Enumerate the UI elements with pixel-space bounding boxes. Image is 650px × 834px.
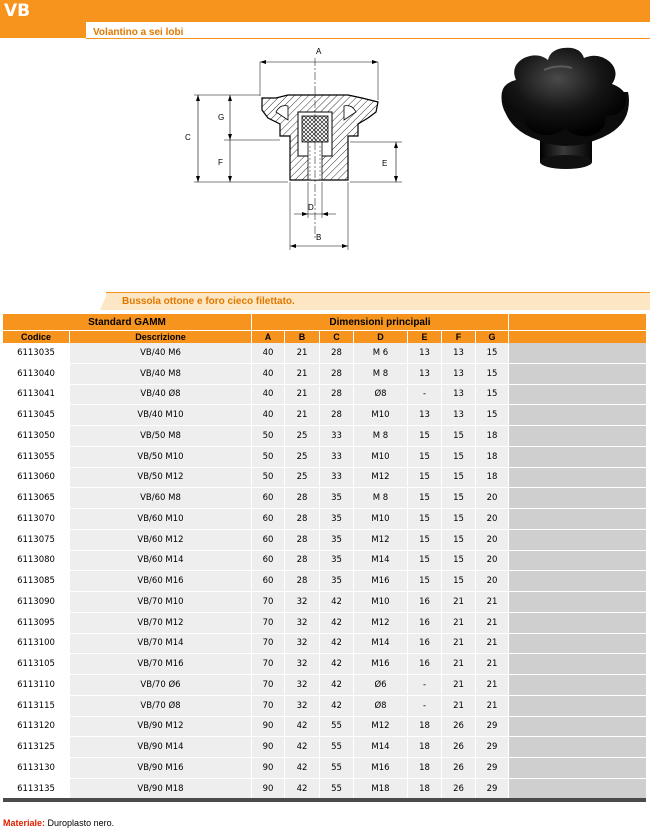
- cell-d: M10: [354, 509, 408, 530]
- cell-b: 21: [285, 343, 320, 364]
- cell-code: 6113045: [3, 405, 70, 426]
- cell-code: 6113060: [3, 468, 70, 489]
- table-row: [3, 571, 646, 592]
- cell-g: 15: [476, 385, 509, 406]
- cell-f: 13: [442, 343, 476, 364]
- dim-label-g: G: [218, 113, 225, 122]
- cell-d: M 8: [354, 488, 408, 509]
- cell-c: 42: [320, 654, 354, 675]
- cell-code: 6113055: [3, 447, 70, 468]
- cell-b: 28: [285, 571, 320, 592]
- material-note: [3, 818, 114, 828]
- cell-b: 28: [285, 509, 320, 530]
- cell-code: 6113085: [3, 571, 70, 592]
- cell-g: 29: [476, 717, 509, 738]
- cell-code: 6113080: [3, 551, 70, 572]
- cell-f: 15: [442, 551, 476, 572]
- cell-d: M18: [354, 779, 408, 800]
- cell-g: 21: [476, 634, 509, 655]
- cell-desc: VB/70 M16: [70, 654, 252, 675]
- cell-c: 35: [320, 551, 354, 572]
- cell-f: 21: [442, 634, 476, 655]
- cell-f: 13: [442, 385, 476, 406]
- cell-extra: [509, 779, 646, 800]
- header-underline: [86, 38, 650, 39]
- table-group-header: [3, 314, 646, 330]
- cell-desc: VB/70 M14: [70, 634, 252, 655]
- cell-b: 21: [285, 364, 320, 385]
- cell-g: 18: [476, 468, 509, 489]
- cell-extra: [509, 343, 646, 364]
- cell-c: 35: [320, 488, 354, 509]
- cell-c: 42: [320, 696, 354, 717]
- cell-desc: VB/90 M14: [70, 737, 252, 758]
- cell-c: 33: [320, 468, 354, 489]
- cell-extra: [509, 364, 646, 385]
- table-row: [3, 717, 646, 738]
- cell-code: 6113041: [3, 385, 70, 406]
- cell-code: 6113100: [3, 634, 70, 655]
- cell-code: 6113065: [3, 488, 70, 509]
- cell-a: 50: [252, 426, 285, 447]
- cell-a: 90: [252, 779, 285, 800]
- col-d: D: [354, 331, 408, 343]
- table-row: [3, 551, 646, 572]
- cell-extra: [509, 447, 646, 468]
- header-bar: [0, 0, 650, 22]
- cell-e: 15: [408, 551, 442, 572]
- cell-desc: VB/70 Ø8: [70, 696, 252, 717]
- cell-d: M12: [354, 530, 408, 551]
- table-row: [3, 468, 646, 489]
- cell-a: 60: [252, 509, 285, 530]
- cell-e: 16: [408, 654, 442, 675]
- dim-label-d: D: [308, 203, 314, 212]
- cell-c: 55: [320, 758, 354, 779]
- cell-b: 21: [285, 385, 320, 406]
- cell-code: 6113090: [3, 592, 70, 613]
- cell-c: 28: [320, 405, 354, 426]
- cell-extra: [509, 551, 646, 572]
- cell-b: 42: [285, 779, 320, 800]
- cell-d: M12: [354, 717, 408, 738]
- table-row: [3, 675, 646, 696]
- cell-f: 15: [442, 509, 476, 530]
- dim-label-e: E: [382, 159, 388, 168]
- cell-code: 6113035: [3, 343, 70, 364]
- cell-b: 25: [285, 447, 320, 468]
- cell-d: M16: [354, 758, 408, 779]
- cell-desc: VB/50 M10: [70, 447, 252, 468]
- cell-c: 28: [320, 385, 354, 406]
- cell-c: 33: [320, 447, 354, 468]
- cell-e: 15: [408, 447, 442, 468]
- cell-f: 21: [442, 613, 476, 634]
- cell-desc: VB/90 M12: [70, 717, 252, 738]
- table-row: [3, 779, 646, 800]
- cell-desc: VB/40 M6: [70, 343, 252, 364]
- cell-d: M 8: [354, 364, 408, 385]
- cell-g: 15: [476, 405, 509, 426]
- cell-desc: VB/90 M16: [70, 758, 252, 779]
- cell-d: M16: [354, 571, 408, 592]
- cell-c: 55: [320, 717, 354, 738]
- cell-e: 15: [408, 468, 442, 489]
- cell-code: 6113050: [3, 426, 70, 447]
- cell-b: 28: [285, 551, 320, 572]
- cell-d: Ø6: [354, 675, 408, 696]
- table-row: [3, 488, 646, 509]
- cell-d: M14: [354, 737, 408, 758]
- cell-f: 15: [442, 447, 476, 468]
- cell-c: 35: [320, 509, 354, 530]
- cell-b: 32: [285, 592, 320, 613]
- cell-extra: [509, 426, 646, 447]
- cell-e: -: [408, 696, 442, 717]
- cell-code: 6113095: [3, 613, 70, 634]
- header-tab-slant: [70, 22, 86, 38]
- cell-a: 70: [252, 696, 285, 717]
- col-code: Codice: [3, 331, 70, 343]
- table-row: [3, 634, 646, 655]
- cell-desc: VB/40 Ø8: [70, 385, 252, 406]
- cell-e: 15: [408, 488, 442, 509]
- cell-a: 90: [252, 737, 285, 758]
- cell-g: 18: [476, 426, 509, 447]
- cell-f: 26: [442, 758, 476, 779]
- col-b: B: [285, 331, 320, 343]
- cell-a: 70: [252, 613, 285, 634]
- cell-b: 32: [285, 675, 320, 696]
- cell-f: 26: [442, 737, 476, 758]
- cell-c: 28: [320, 364, 354, 385]
- cell-b: 32: [285, 613, 320, 634]
- cell-extra: [509, 654, 646, 675]
- cell-f: 21: [442, 654, 476, 675]
- cell-e: 13: [408, 343, 442, 364]
- dimensions-table: [3, 314, 646, 800]
- cell-extra: [509, 696, 646, 717]
- cell-e: 18: [408, 717, 442, 738]
- cell-c: 55: [320, 737, 354, 758]
- cell-g: 18: [476, 447, 509, 468]
- cell-desc: VB/60 M10: [70, 509, 252, 530]
- cell-a: 60: [252, 571, 285, 592]
- cell-c: 42: [320, 634, 354, 655]
- cell-a: 90: [252, 758, 285, 779]
- cell-f: 13: [442, 405, 476, 426]
- table-body: [3, 343, 646, 800]
- table-row: [3, 364, 646, 385]
- cell-f: 21: [442, 675, 476, 696]
- cell-code: 6113120: [3, 717, 70, 738]
- table-row: [3, 592, 646, 613]
- cell-d: M14: [354, 551, 408, 572]
- dim-label-c: C: [185, 133, 191, 142]
- col-extra: [509, 331, 646, 343]
- cell-b: 42: [285, 758, 320, 779]
- product-code: VB: [4, 1, 31, 21]
- cell-e: 18: [408, 758, 442, 779]
- table-row: [3, 343, 646, 364]
- cell-g: 20: [476, 509, 509, 530]
- cell-g: 15: [476, 343, 509, 364]
- cell-code: 6113040: [3, 364, 70, 385]
- table-row: [3, 737, 646, 758]
- group-dimensions-header: Dimensioni principali: [252, 314, 509, 330]
- cell-b: 42: [285, 737, 320, 758]
- cell-a: 40: [252, 343, 285, 364]
- group-standard-header: Standard GAMM: [3, 314, 252, 330]
- cell-c: 35: [320, 530, 354, 551]
- cell-extra: [509, 385, 646, 406]
- cell-b: 42: [285, 717, 320, 738]
- cell-extra: [509, 592, 646, 613]
- col-g: G: [476, 331, 509, 343]
- cell-b: 32: [285, 654, 320, 675]
- cell-d: M10: [354, 592, 408, 613]
- table-row: [3, 447, 646, 468]
- cell-a: 40: [252, 364, 285, 385]
- cell-extra: [509, 488, 646, 509]
- cell-desc: VB/70 M12: [70, 613, 252, 634]
- cell-a: 40: [252, 405, 285, 426]
- cell-e: 15: [408, 530, 442, 551]
- cell-b: 21: [285, 405, 320, 426]
- table-column-header: [3, 330, 646, 343]
- cell-desc: VB/60 M16: [70, 571, 252, 592]
- cell-e: 13: [408, 364, 442, 385]
- cell-g: 21: [476, 592, 509, 613]
- cell-extra: [509, 634, 646, 655]
- section-title: Bussola ottone e foro cieco filettato.: [122, 296, 295, 307]
- cell-a: 50: [252, 447, 285, 468]
- cell-f: 26: [442, 717, 476, 738]
- cell-extra: [509, 509, 646, 530]
- material-value: Duroplasto nero.: [47, 818, 115, 828]
- cell-code: 6113075: [3, 530, 70, 551]
- cell-g: 21: [476, 675, 509, 696]
- cell-code: 6113070: [3, 509, 70, 530]
- cell-a: 70: [252, 634, 285, 655]
- col-c: C: [320, 331, 354, 343]
- cell-b: 25: [285, 426, 320, 447]
- cell-g: 29: [476, 758, 509, 779]
- cell-b: 28: [285, 488, 320, 509]
- cell-g: 20: [476, 530, 509, 551]
- cell-g: 29: [476, 779, 509, 800]
- cell-f: 15: [442, 468, 476, 489]
- cell-e: 16: [408, 592, 442, 613]
- col-f: F: [442, 331, 476, 343]
- cell-c: 55: [320, 779, 354, 800]
- dim-label-b: B: [316, 233, 322, 242]
- cell-extra: [509, 675, 646, 696]
- cell-desc: VB/60 M8: [70, 488, 252, 509]
- cell-desc: VB/40 M10: [70, 405, 252, 426]
- cell-e: -: [408, 385, 442, 406]
- cell-f: 21: [442, 592, 476, 613]
- cell-d: M10: [354, 447, 408, 468]
- table-row: [3, 613, 646, 634]
- cell-f: 13: [442, 364, 476, 385]
- cell-d: M12: [354, 613, 408, 634]
- cell-f: 15: [442, 488, 476, 509]
- cell-g: 29: [476, 737, 509, 758]
- cell-a: 60: [252, 551, 285, 572]
- cell-g: 15: [476, 364, 509, 385]
- col-a: A: [252, 331, 285, 343]
- cell-g: 20: [476, 488, 509, 509]
- cell-code: 6113130: [3, 758, 70, 779]
- cell-d: M12: [354, 468, 408, 489]
- table-bottom-rule: [3, 798, 646, 802]
- cell-a: 50: [252, 468, 285, 489]
- cell-b: 32: [285, 696, 320, 717]
- cell-a: 40: [252, 385, 285, 406]
- dim-label-a: A: [316, 47, 322, 56]
- table-row: [3, 385, 646, 406]
- cell-f: 26: [442, 779, 476, 800]
- knob-photo: [488, 40, 638, 180]
- cell-b: 32: [285, 634, 320, 655]
- cell-d: M10: [354, 405, 408, 426]
- cell-extra: [509, 758, 646, 779]
- product-subtitle: Volantino a sei lobi: [93, 27, 184, 38]
- cell-desc: VB/50 M8: [70, 426, 252, 447]
- cell-f: 15: [442, 571, 476, 592]
- cell-e: 18: [408, 779, 442, 800]
- cell-extra: [509, 737, 646, 758]
- cell-desc: VB/70 Ø6: [70, 675, 252, 696]
- cell-extra: [509, 530, 646, 551]
- cell-e: 18: [408, 737, 442, 758]
- cell-d: Ø8: [354, 385, 408, 406]
- cell-d: M14: [354, 634, 408, 655]
- cell-a: 90: [252, 717, 285, 738]
- col-e: E: [408, 331, 442, 343]
- cell-desc: VB/40 M8: [70, 364, 252, 385]
- cell-c: 35: [320, 571, 354, 592]
- cell-extra: [509, 613, 646, 634]
- cell-e: 15: [408, 426, 442, 447]
- material-label: Materiale:: [3, 818, 46, 828]
- cell-extra: [509, 405, 646, 426]
- cell-extra: [509, 468, 646, 489]
- cell-desc: VB/60 M14: [70, 551, 252, 572]
- cell-code: 6113105: [3, 654, 70, 675]
- cell-desc: VB/90 M18: [70, 779, 252, 800]
- cell-a: 70: [252, 675, 285, 696]
- table-row: [3, 509, 646, 530]
- cell-c: 42: [320, 613, 354, 634]
- cell-code: 6113135: [3, 779, 70, 800]
- cell-d: M16: [354, 654, 408, 675]
- table-row: [3, 758, 646, 779]
- cell-e: 16: [408, 634, 442, 655]
- cell-e: 15: [408, 571, 442, 592]
- dim-label-f: F: [218, 158, 223, 167]
- table-row: [3, 426, 646, 447]
- cell-d: M 6: [354, 343, 408, 364]
- cell-g: 21: [476, 654, 509, 675]
- cell-g: 20: [476, 551, 509, 572]
- cell-desc: VB/60 M12: [70, 530, 252, 551]
- technical-drawing: [180, 40, 410, 255]
- cell-f: 15: [442, 426, 476, 447]
- cell-e: -: [408, 675, 442, 696]
- table-row: [3, 530, 646, 551]
- cell-c: 42: [320, 675, 354, 696]
- cell-code: 6113110: [3, 675, 70, 696]
- cell-a: 70: [252, 654, 285, 675]
- cell-d: M 8: [354, 426, 408, 447]
- cell-code: 6113115: [3, 696, 70, 717]
- cell-g: 21: [476, 613, 509, 634]
- cell-b: 25: [285, 468, 320, 489]
- cell-e: 13: [408, 405, 442, 426]
- table-row: [3, 654, 646, 675]
- cell-f: 21: [442, 696, 476, 717]
- cell-g: 20: [476, 571, 509, 592]
- group-empty-header: [509, 314, 646, 330]
- cell-c: 28: [320, 343, 354, 364]
- cell-c: 33: [320, 426, 354, 447]
- cell-code: 6113125: [3, 737, 70, 758]
- cell-e: 16: [408, 613, 442, 634]
- cell-b: 28: [285, 530, 320, 551]
- table-row: [3, 405, 646, 426]
- col-desc: Descrizione: [70, 331, 252, 343]
- cell-f: 15: [442, 530, 476, 551]
- cell-g: 21: [476, 696, 509, 717]
- cell-a: 70: [252, 592, 285, 613]
- cell-a: 60: [252, 530, 285, 551]
- cell-e: 15: [408, 509, 442, 530]
- cell-extra: [509, 571, 646, 592]
- cell-a: 60: [252, 488, 285, 509]
- cell-c: 42: [320, 592, 354, 613]
- cell-desc: VB/50 M12: [70, 468, 252, 489]
- cell-extra: [509, 717, 646, 738]
- cell-desc: VB/70 M10: [70, 592, 252, 613]
- table-row: [3, 696, 646, 717]
- cell-d: Ø8: [354, 696, 408, 717]
